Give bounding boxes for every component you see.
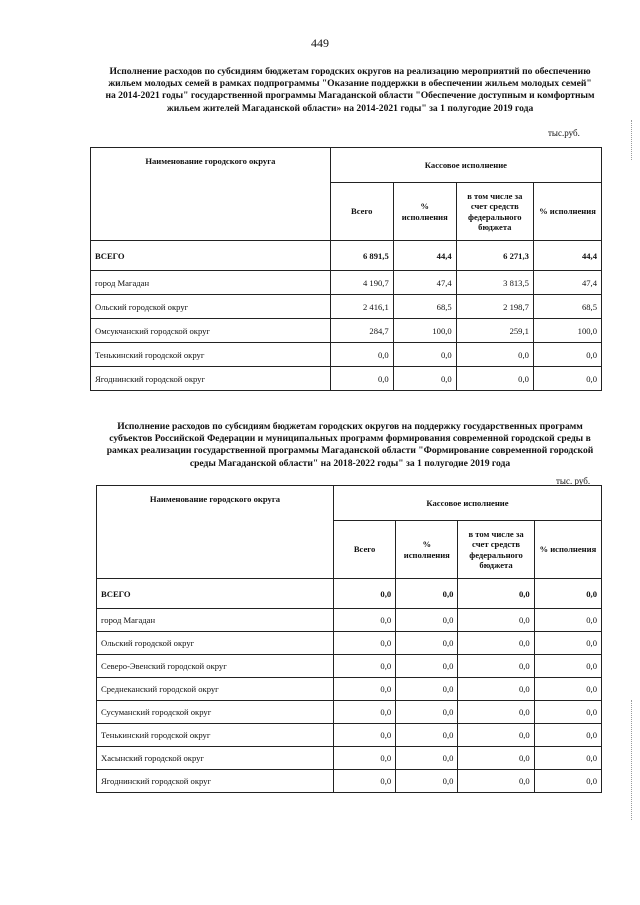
cell: 0,0 [333, 579, 395, 609]
row-name: город Магадан [97, 609, 334, 632]
cell: 0,0 [393, 343, 456, 367]
cell: 68,5 [393, 295, 456, 319]
cell: 47,4 [393, 271, 456, 295]
cell: 0,0 [333, 632, 395, 655]
cell: 68,5 [533, 295, 601, 319]
cell: 0,0 [458, 678, 534, 701]
page-number: 449 [311, 36, 329, 50]
cell: 0,0 [534, 701, 601, 724]
cell: 0,0 [458, 579, 534, 609]
cell: 0,0 [534, 747, 601, 770]
cell: 0,0 [396, 579, 458, 609]
cell: 6 271,3 [456, 241, 533, 271]
table-row [97, 609, 602, 632]
table-row [97, 632, 602, 655]
header-group: Кассовое исполнение [333, 486, 601, 521]
cell: 6 891,5 [330, 241, 393, 271]
table-row [97, 724, 602, 747]
title-line: жильем молодых семей в рамках подпрограммы "Оказание поддержки в обеспечении жильем молодых семей" [108, 78, 592, 90]
table-1 [90, 147, 602, 391]
cell: 0,0 [458, 632, 534, 655]
cell: 0,0 [396, 747, 458, 770]
row-name: ВСЕГО [97, 579, 334, 609]
cell: 0,0 [534, 678, 601, 701]
cell: 0,0 [458, 655, 534, 678]
cell: 0,0 [396, 701, 458, 724]
cell: 4 190,7 [330, 271, 393, 295]
cell: 0,0 [393, 367, 456, 391]
cell: 0,0 [458, 747, 534, 770]
row-name: Ягоднинский городской округ [91, 367, 331, 391]
row-name: Сусуманский городской округ [97, 701, 334, 724]
cell: 100,0 [393, 319, 456, 343]
cell: 0,0 [458, 609, 534, 632]
cell: 0,0 [333, 678, 395, 701]
row-name: Ягоднинский городской округ [97, 770, 334, 793]
cell: 259,1 [456, 319, 533, 343]
cell: 0,0 [333, 701, 395, 724]
table-2-title [100, 421, 600, 470]
header-name: Наименование городского округа [97, 486, 334, 579]
table-row [97, 579, 602, 609]
header-col: Всего [330, 183, 393, 241]
header-group: Кассовое исполнение [330, 148, 601, 183]
title-line: на 2014-2021 годы" государственной программы Магаданской области "Обеспечение доступным и комфортным [105, 90, 595, 102]
header-col: % исполнения [533, 183, 601, 241]
cell: 0,0 [458, 724, 534, 747]
cell: 0,0 [396, 655, 458, 678]
cell: 0,0 [396, 632, 458, 655]
title-line: субъектов Российской Федерации и муниципальных программ формирования современной городской среды в [109, 433, 591, 445]
header-col: % исполнения [393, 183, 456, 241]
cell: 47,4 [533, 271, 601, 295]
table-row [97, 770, 602, 793]
cell: 0,0 [534, 724, 601, 747]
scan-artifact [631, 120, 634, 160]
cell: 0,0 [396, 678, 458, 701]
cell: 2 416,1 [330, 295, 393, 319]
cell: 0,0 [533, 343, 601, 367]
cell: 0,0 [534, 655, 601, 678]
cell: 284,7 [330, 319, 393, 343]
table-1-title [90, 66, 610, 115]
cell: 0,0 [534, 770, 601, 793]
cell: 0,0 [330, 343, 393, 367]
cell: 0,0 [333, 655, 395, 678]
cell: 0,0 [396, 770, 458, 793]
table-row [91, 367, 602, 391]
cell: 0,0 [456, 343, 533, 367]
table-2 [96, 485, 602, 793]
row-name: ВСЕГО [91, 241, 331, 271]
cell: 0,0 [458, 770, 534, 793]
row-name: Ольский городской округ [91, 295, 331, 319]
row-name: Хасынский городской округ [97, 747, 334, 770]
cell: 44,4 [393, 241, 456, 271]
table-row [91, 241, 602, 271]
table-row [97, 678, 602, 701]
table-row [91, 319, 602, 343]
row-name: Тенькинский городской округ [97, 724, 334, 747]
table-1-units: тыс.руб. [548, 128, 580, 138]
cell: 0,0 [333, 747, 395, 770]
cell: 0,0 [396, 609, 458, 632]
cell: 0,0 [533, 367, 601, 391]
row-name: Омсукчанский городской округ [91, 319, 331, 343]
row-name: Тенькинский городской округ [91, 343, 331, 367]
table-row [91, 343, 602, 367]
cell: 0,0 [333, 609, 395, 632]
header-name: Наименование городского округа [91, 148, 331, 241]
table-row [97, 655, 602, 678]
header-col: в том числе за счет средств федерального бюджета [458, 521, 534, 579]
cell: 100,0 [533, 319, 601, 343]
title-line: жильем жителей Магаданской области» на 2014-2021 годы" за 1 полугодие 2019 года [166, 102, 534, 114]
header-col: в том числе за счет средств федерального бюджета [456, 183, 533, 241]
cell: 0,0 [534, 579, 601, 609]
table-row [91, 295, 602, 319]
cell: 0,0 [534, 632, 601, 655]
table-row [97, 747, 602, 770]
cell: 0,0 [330, 367, 393, 391]
title-line: рамках реализации государственной программы Магаданской области "Формирование современной городской [106, 445, 594, 457]
header-col: % исполнения [396, 521, 458, 579]
scan-artifact [631, 700, 634, 820]
row-name: город Магадан [91, 271, 331, 295]
cell: 3 813,5 [456, 271, 533, 295]
cell: 2 198,7 [456, 295, 533, 319]
cell: 0,0 [458, 701, 534, 724]
cell: 0,0 [333, 724, 395, 747]
table-row [97, 701, 602, 724]
header-col: % исполнения [534, 521, 601, 579]
title-line: Исполнение расходов по субсидиям бюджетам городских округов на поддержку государственных программ [117, 421, 583, 432]
table-2-units: тыс. руб. [556, 476, 591, 486]
cell: 0,0 [456, 367, 533, 391]
header-col: Всего [333, 521, 395, 579]
cell: 0,0 [396, 724, 458, 747]
table-row [91, 271, 602, 295]
row-name: Среднеканский городской округ [97, 678, 334, 701]
row-name: Ольский городской округ [97, 632, 334, 655]
title-line: Исполнение расходов по субсидиям бюджетам городских округов на реализацию мероприятий по обеспечению [109, 66, 591, 77]
title-line: среды Магаданской области" на 2018-2022 годы" за 1 полугодие 2019 года [189, 457, 511, 469]
cell: 44,4 [533, 241, 601, 271]
row-name: Северо-Эвенский городской округ [97, 655, 334, 678]
cell: 0,0 [534, 609, 601, 632]
cell: 0,0 [333, 770, 395, 793]
